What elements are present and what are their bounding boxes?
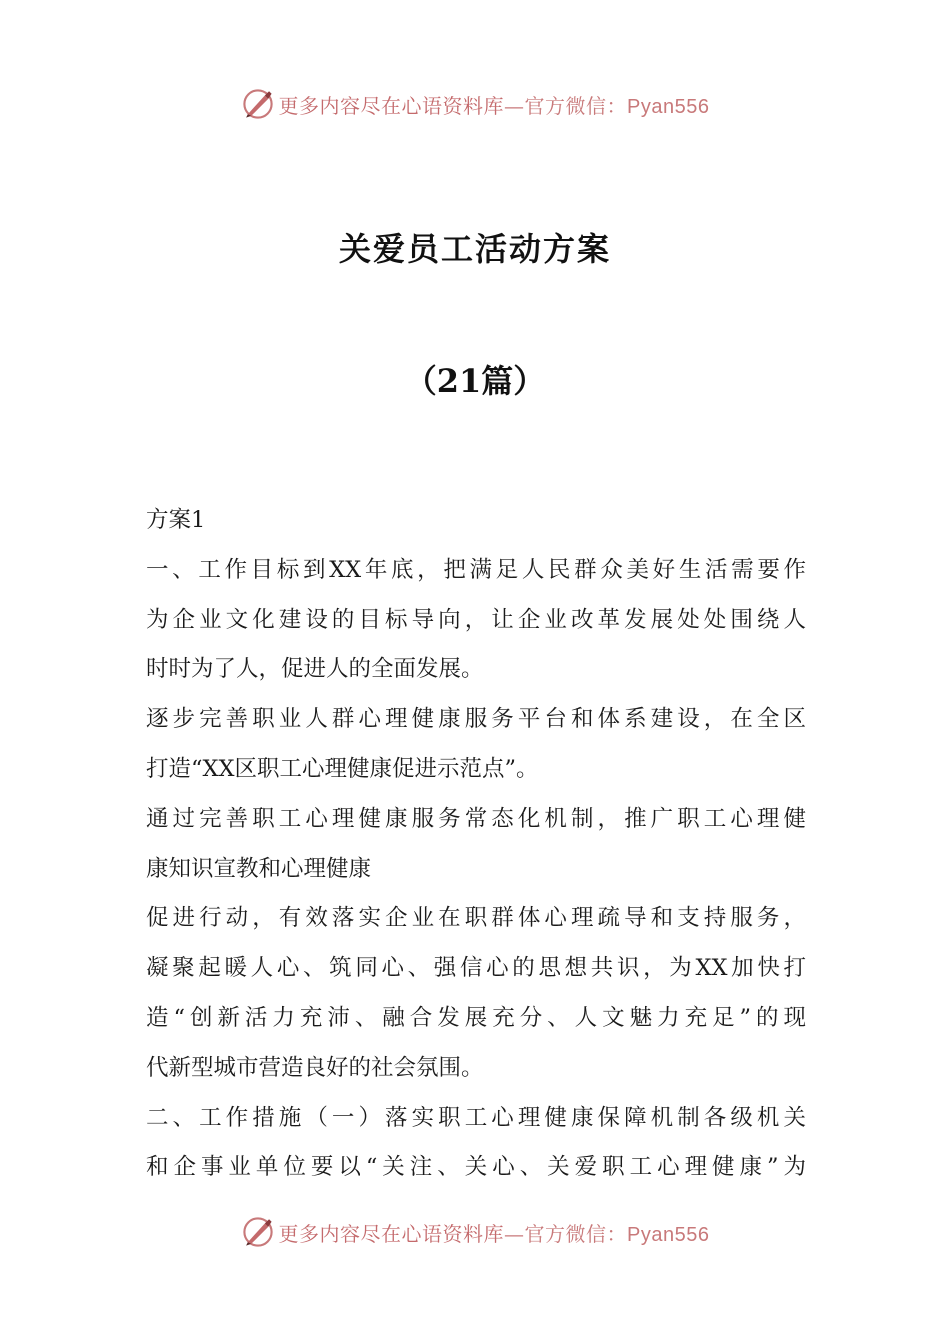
body-line: 一、工作目标到XX年底，把满足人民群众美好生活需要作 (146, 556, 806, 583)
watermark-separator: — (504, 1221, 525, 1246)
body-line: 通过完善职工心理健康服务常态化机制，推广职工心理健 (146, 805, 806, 832)
watermark-brand: 更多内容尽在心语资料库 (278, 93, 505, 118)
document-subtitle: （21篇） (404, 362, 546, 400)
body-line: 打造“XX区职工心理健康促进示范点”。 (146, 755, 539, 782)
watermark-brand: 更多内容尽在心语资料库 (278, 1221, 505, 1246)
watermark-wechat-id: Pyan556 (627, 95, 710, 118)
watermark-text (279, 1218, 710, 1247)
body-line: 方案1 (146, 507, 206, 533)
body-line: 代新型城市营造良好的社会氛围。 (146, 1054, 484, 1081)
document-title: 关爱员工活动方案 (338, 230, 611, 268)
body-line: 和企事业单位要以“关注、关心、关爱职工心理健康”为 (146, 1154, 806, 1181)
footer-watermark (0, 1210, 950, 1254)
watermark-official-label: 官方微信： (524, 1221, 628, 1246)
body-line: 为企业文化建设的目标导向，让企业改革发展处处围绕人 (146, 606, 806, 633)
watermark-separator: — (504, 93, 525, 118)
body-line: 造“创新活力充沛、融合发展充分、人文魅力充足”的现 (146, 1004, 806, 1031)
body-line: 康知识宣教和心理健康 (146, 855, 372, 882)
header-watermark (0, 82, 950, 126)
body-line: 二、工作措施（一）落实职工心理健康保障机制各级机关 (146, 1104, 806, 1131)
watermark-wechat-id: Pyan556 (627, 1223, 710, 1246)
pen-logo-icon (241, 1215, 275, 1249)
pen-logo-icon (241, 87, 275, 121)
body-line: 促进行动，有效落实企业在职群体心理疏导和支持服务， (146, 905, 806, 932)
body-line: 逐步完善职业人群心理健康服务平台和体系建设，在全区 (146, 706, 806, 733)
watermark-text (279, 90, 710, 119)
body-line: 凝聚起暖人心、筑同心、强信心的思想共识，为XX加快打 (146, 955, 806, 982)
watermark-official-label: 官方微信： (524, 93, 628, 118)
body-line: 时时为了人，促进人的全面发展。 (146, 656, 484, 683)
document-body (146, 496, 806, 1193)
